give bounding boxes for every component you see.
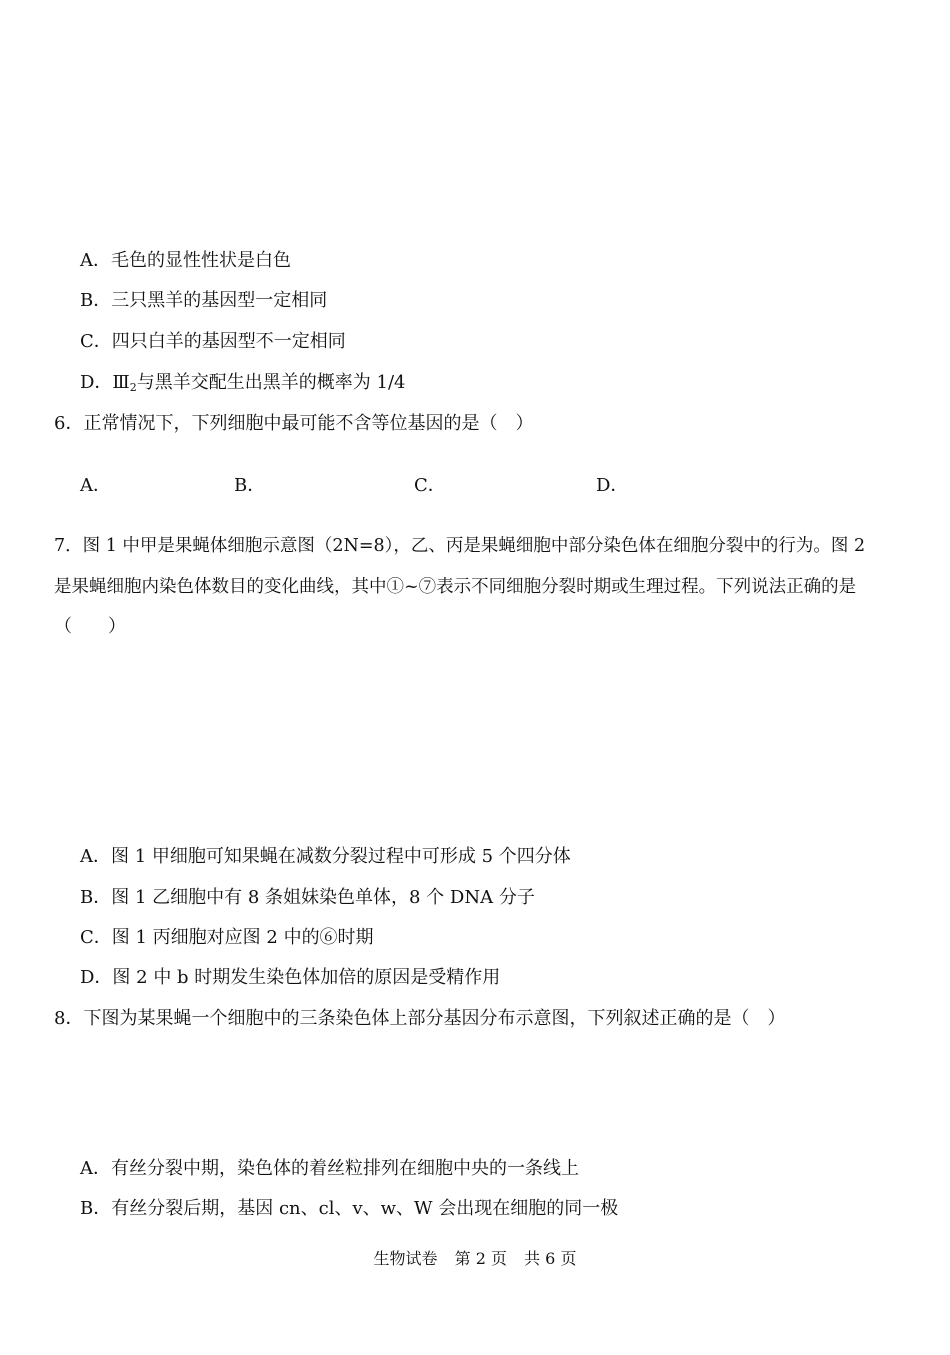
q5-option-d-subscript: 2 (129, 381, 137, 394)
q8-stem: 8．下图为某果蝇一个细胞中的三条染色体上部分基因分布示意图，下列叙述正确的是（ ） (54, 1008, 786, 1029)
q7-stem-line2: 是果蝇细胞内染色体数目的变化曲线，其中①~⑦表示不同细胞分裂时期或生理过程。下列说法正确的是 (54, 577, 857, 597)
q7-stem-line1: 7．图 1 中甲是果蝇体细胞示意图（2N=8），乙、丙是果蝇细胞中部分染色体在细胞分裂中的行为。图 2 (54, 536, 866, 556)
q5-option-a: A．毛色的显性性状是白色 (80, 250, 291, 271)
q5-option-d (80, 371, 406, 400)
q6-choice-c: C． (414, 475, 446, 496)
q6-choice-b: B． (234, 475, 266, 496)
footer-subject: 生物试卷 (373, 1249, 438, 1268)
q5-option-d-prefix: D．Ⅲ (80, 372, 130, 393)
footer-page-number: 第 2 页 (454, 1249, 507, 1268)
q7-option-b: B．图 1 乙细胞中有 8 条姐妹染色单体，8 个 DNA 分子 (80, 887, 535, 908)
q7-figure-area (80, 650, 870, 830)
q7-option-a: A．图 1 甲细胞可知果蝇在减数分裂过程中可形成 5 个四分体 (80, 846, 571, 867)
q5-option-d-suffix: 与黑羊交配生出黑羊的概率为 1/4 (136, 372, 406, 393)
q7-stem-line3: （ ） (54, 616, 126, 637)
q7-option-d: D．图 2 中 b 时期发生染色体加倍的原因是受精作用 (80, 967, 501, 988)
q8-figure-area (80, 1040, 870, 1150)
q5-option-c: C．四只白羊的基因型不一定相同 (80, 331, 346, 352)
footer-total-pages: 共 6 页 (524, 1249, 577, 1268)
q5-option-b: B．三只黑羊的基因型一定相同 (80, 290, 328, 311)
q7-option-c: C．图 1 丙细胞对应图 2 中的⑥时期 (80, 927, 374, 948)
q6-choice-a: A． (80, 475, 111, 496)
q6-stem: 6．正常情况下，下列细胞中最可能不含等位基因的是（ ） (54, 413, 534, 434)
q6-choice-d: D． (596, 475, 629, 496)
page-footer (0, 1248, 950, 1270)
q8-option-a: A．有丝分裂中期，染色体的着丝粒排列在细胞中央的一条线上 (80, 1158, 579, 1179)
q8-option-b: B．有丝分裂后期，基因 cn、cl、v、w、W 会出现在细胞的同一极 (80, 1198, 619, 1219)
